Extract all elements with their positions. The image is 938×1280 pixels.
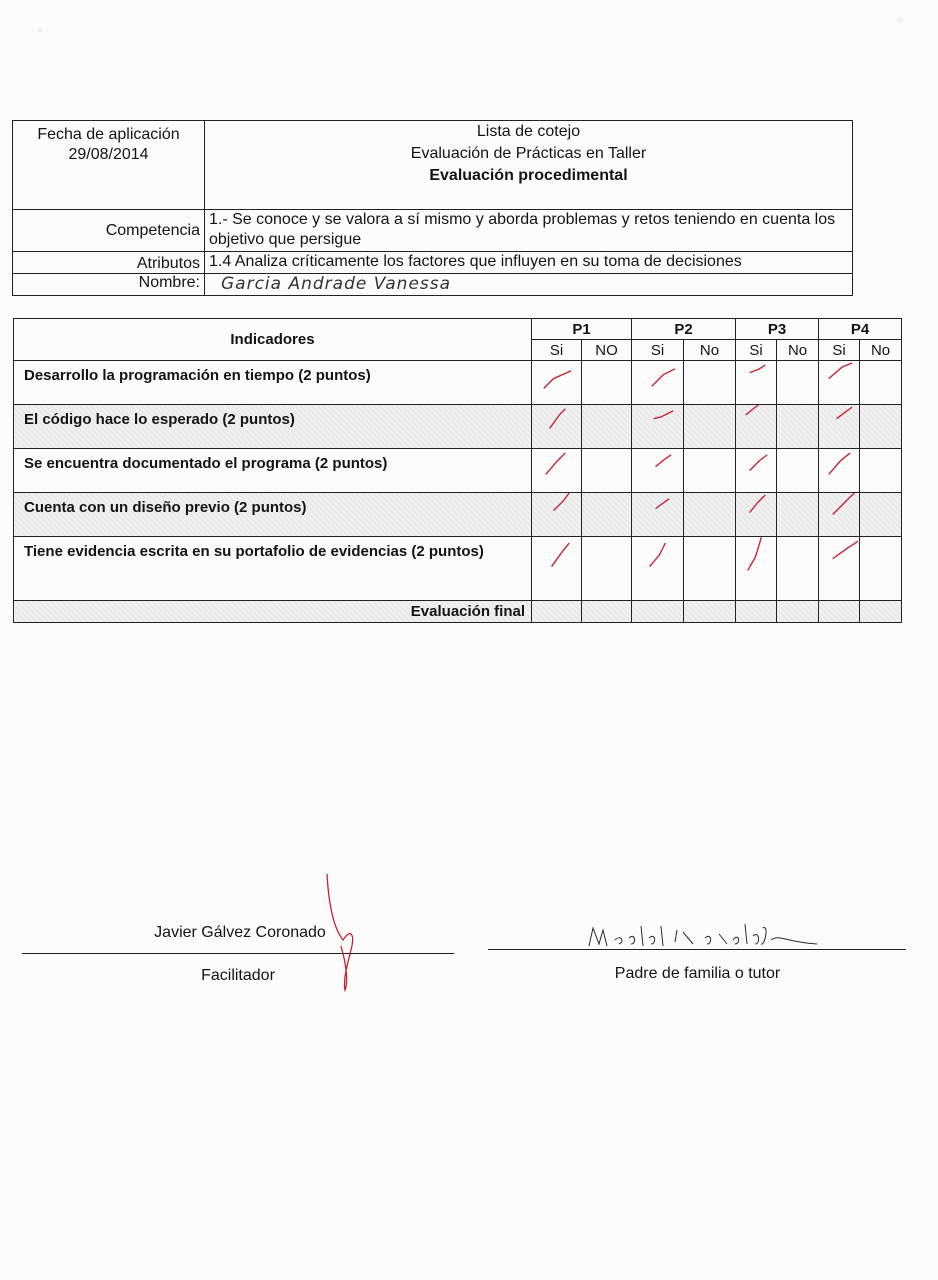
p1-no-header: NO (582, 340, 632, 361)
p3-si-checkbox[interactable] (736, 405, 777, 449)
check-mark-icon (746, 405, 766, 415)
p4-no-checkbox[interactable] (860, 537, 902, 601)
check-mark-icon (829, 363, 852, 379)
check-mark-icon (650, 543, 666, 567)
p3-si-checkbox[interactable] (736, 361, 777, 405)
application-date-cell (13, 121, 205, 210)
p2-si-checkbox[interactable] (632, 493, 684, 537)
p4-si-header: Si (819, 340, 860, 361)
facilitator-role: Facilitador (201, 967, 275, 984)
check-mark-icon (552, 543, 570, 567)
atributos-label: Atributos (13, 252, 205, 274)
check-mark-icon (829, 453, 850, 474)
p1-no-checkbox[interactable] (582, 493, 632, 537)
p4-no-final[interactable] (860, 601, 902, 623)
p1-no-checkbox[interactable] (582, 361, 632, 405)
p1-no-final[interactable] (582, 601, 632, 623)
p2-si-checkbox[interactable] (632, 361, 684, 405)
p1-no-checkbox[interactable] (582, 537, 632, 601)
p3-no-checkbox[interactable] (777, 449, 819, 493)
check-mark-icon (750, 455, 768, 471)
p1-no-checkbox[interactable] (582, 405, 632, 449)
p2-si-checkbox[interactable] (632, 405, 684, 449)
p1-si-checkbox[interactable] (532, 493, 582, 537)
p2-no-checkbox[interactable] (684, 361, 736, 405)
table-row (14, 493, 902, 537)
p1-si-final[interactable] (532, 601, 582, 623)
p1-si-checkbox[interactable] (532, 405, 582, 449)
p2-si-final[interactable] (632, 601, 684, 623)
check-mark-icon (748, 537, 762, 570)
indicator-label: Tiene evidencia escrita en su portafolio de evidencias (2 puntos) (14, 537, 532, 601)
parent-role: Padre de familia o tutor (614, 965, 781, 982)
p2-no-header: No (684, 340, 736, 361)
p1-header: P1 (532, 319, 632, 340)
p3-no-checkbox[interactable] (777, 361, 819, 405)
p3-no-checkbox[interactable] (777, 493, 819, 537)
p3-si-header: Si (736, 340, 777, 361)
p2-no-checkbox[interactable] (684, 449, 736, 493)
p4-si-checkbox[interactable] (819, 493, 860, 537)
indicator-label: Cuenta con un diseño previo (2 puntos) (14, 493, 532, 537)
check-mark-icon (750, 495, 766, 513)
p3-no-final[interactable] (777, 601, 819, 623)
indicator-label: Se encuentra documentado el programa (2 puntos) (14, 449, 532, 493)
p4-no-checkbox[interactable] (860, 361, 902, 405)
nombre-field[interactable] (205, 274, 853, 296)
table-row (14, 405, 902, 449)
p4-si-checkbox[interactable] (819, 405, 860, 449)
p4-no-header: No (860, 340, 902, 361)
check-mark-icon (750, 365, 766, 373)
check-mark-icon (652, 369, 675, 387)
p1-si-header: Si (532, 340, 582, 361)
check-mark-icon (656, 499, 670, 509)
p3-no-checkbox[interactable] (777, 537, 819, 601)
p3-no-checkbox[interactable] (777, 405, 819, 449)
facilitator-signature-scribble (315, 870, 365, 995)
table-row (14, 449, 902, 493)
document-title-cell (205, 121, 853, 210)
atributos-value: 1.4 Analiza críticamente los factores que influyen en su toma de decisiones (205, 252, 853, 274)
check-mark-icon (656, 455, 672, 467)
indicator-label: Desarrollo la programación en tiempo (2 puntos) (14, 361, 532, 405)
p3-header: P3 (736, 319, 819, 340)
p3-si-checkbox[interactable] (736, 449, 777, 493)
p2-si-header: Si (632, 340, 684, 361)
p4-si-final[interactable] (819, 601, 860, 623)
title-line-2: Evaluación de Prácticas en Taller (410, 145, 647, 162)
p4-header: P4 (819, 319, 902, 340)
p4-no-checkbox[interactable] (860, 405, 902, 449)
title-line-1: Lista de cotejo (476, 123, 581, 140)
p4-no-checkbox[interactable] (860, 449, 902, 493)
check-mark-icon (833, 541, 858, 559)
p2-si-checkbox[interactable] (632, 449, 684, 493)
nombre-label: Nombre: (13, 274, 205, 296)
indicators-table (13, 318, 902, 623)
p2-no-checkbox[interactable] (684, 405, 736, 449)
p2-no-final[interactable] (684, 601, 736, 623)
p2-no-checkbox[interactable] (684, 537, 736, 601)
indicator-label: El código hace lo esperado (2 puntos) (14, 405, 532, 449)
p4-si-checkbox[interactable] (819, 361, 860, 405)
p2-si-checkbox[interactable] (632, 537, 684, 601)
title-line-3: Evaluación procedimental (429, 167, 628, 184)
p1-si-checkbox[interactable] (532, 537, 582, 601)
p3-si-checkbox[interactable] (736, 537, 777, 601)
p1-si-checkbox[interactable] (532, 361, 582, 405)
check-mark-icon (837, 407, 853, 419)
parent-signature-scribble (585, 920, 825, 954)
competencia-value: 1.- Se conoce y se valora a sí mismo y aborda problemas y retos teniendo en cuenta los objetivo que persigue (205, 210, 853, 252)
check-mark-icon (544, 371, 571, 389)
final-evaluation-row (14, 601, 902, 623)
indicadores-header: Indicadores (14, 319, 532, 361)
application-date-value: 29/08/2014 (68, 146, 149, 163)
nombre-handwritten-value: Garcia Andrade Vanessa (221, 274, 452, 294)
p2-header: P2 (632, 319, 736, 340)
check-mark-icon (833, 493, 856, 515)
table-row (14, 361, 902, 405)
facilitator-name: Javier Gálvez Coronado (154, 924, 326, 941)
p3-no-header: No (777, 340, 819, 361)
competencia-label: Competencia (13, 210, 205, 252)
p4-si-checkbox[interactable] (819, 537, 860, 601)
application-date-label: Fecha de aplicación (37, 126, 180, 143)
p1-si-checkbox[interactable] (532, 449, 582, 493)
p4-no-checkbox[interactable] (860, 493, 902, 537)
table-row (14, 537, 902, 601)
p1-no-checkbox[interactable] (582, 449, 632, 493)
check-mark-icon (546, 453, 566, 475)
p3-si-final[interactable] (736, 601, 777, 623)
p4-si-checkbox[interactable] (819, 449, 860, 493)
header-table (12, 120, 853, 296)
facilitator-signature-line (22, 953, 454, 954)
check-mark-icon (654, 411, 674, 419)
final-evaluation-label: Evaluación final (14, 601, 532, 623)
check-mark-icon (554, 493, 570, 511)
check-mark-icon (550, 409, 566, 429)
p3-si-checkbox[interactable] (736, 493, 777, 537)
p2-no-checkbox[interactable] (684, 493, 736, 537)
